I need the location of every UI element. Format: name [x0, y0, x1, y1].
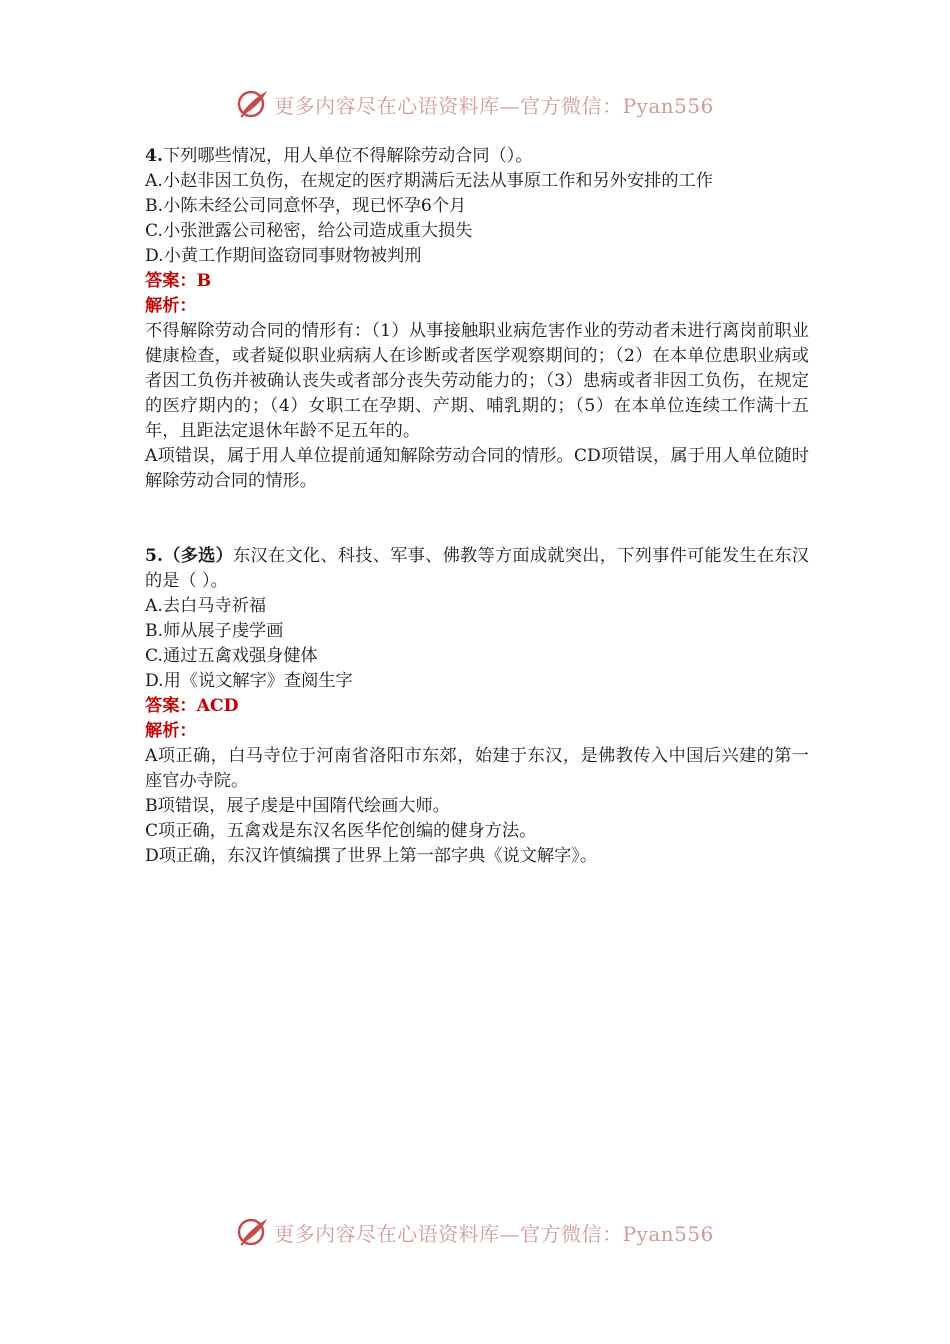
option-b: B.小陈未经公司同意怀孕，现已怀孕6个月 [145, 196, 467, 216]
header-watermark [0, 82, 950, 126]
option-a: A.小赵非因工负伤，在规定的医疗期满后无法从事原工作和另外安排的工作 [145, 171, 713, 191]
header-text: 更多内容尽在心语资料库—官方微信：Pyan556 [274, 93, 714, 118]
option-b: B.师从展子虔学画 [145, 621, 284, 641]
quill-logo-icon [236, 1215, 270, 1249]
analysis-label: 解析： [145, 296, 197, 316]
document-body [145, 144, 809, 869]
question-5-stem [145, 544, 809, 594]
answer-label: 答案：B [145, 271, 212, 291]
footer-text: 更多内容尽在心语资料库—官方微信：Pyan556 [274, 1221, 714, 1246]
option-d: D.用《说文解字》查阅生字 [145, 671, 353, 691]
analysis-paragraph: A项错误，属于用人单位提前通知解除劳动合同的情形。CD项错误，属于用人单位随时解除劳动合同的情形。 [145, 446, 809, 491]
option-d: D.小黄工作期间盗窃同事财物被判刑 [145, 246, 422, 266]
option-c: C.小张泄露公司秘密，给公司造成重大损失 [145, 221, 473, 241]
quill-logo-icon [236, 87, 270, 121]
question-stem: 下列哪些情况，用人单位不得解除劳动合同（）。 [162, 146, 533, 166]
question-4-stem [145, 144, 809, 169]
analysis-paragraph: 不得解除劳动合同的情形有：（1）从事接触职业病危害作业的劳动者未进行离岗前职业健康检查，或者疑似职业病病人在诊断或者医学观察期间的；（2）在本单位患职业病或者因工负伤并被确认丧失或者部分丧失劳动能力的；（3）患病或者非因工负伤，在规定的医疗期内的；（4）女职工在孕期、产期、哺乳期的；（5）在本单位连续工作满十五年，且距法定退休年龄不足五年的。 [145, 321, 809, 441]
analysis-paragraph: C项正确，五禽戏是东汉名医华佗创编的健身方法。 [145, 821, 537, 841]
analysis-paragraph: B项错误，展子虔是中国隋代绘画大师。 [145, 796, 450, 816]
analysis-paragraph: D项正确，东汉许慎编撰了世界上第一部字典《说文解字》。 [145, 846, 598, 866]
footer-watermark [0, 1210, 950, 1254]
option-a: A.去白马寺祈福 [145, 596, 267, 616]
option-c: C.通过五禽戏强身健体 [145, 646, 318, 666]
analysis-label: 解析： [145, 721, 197, 741]
question-stem: 东汉在文化、科技、军事、佛教等方面成就突出，下列事件可能发生在东汉的是（ ）。 [145, 546, 809, 591]
question-number: 4. [145, 146, 163, 166]
question-number: 5.（多选） [145, 546, 234, 566]
answer-label: 答案：ACD [145, 696, 239, 716]
analysis-paragraph: A项正确，白马寺位于河南省洛阳市东郊，始建于东汉，是佛教传入中国后兴建的第一座官办寺院。 [145, 746, 809, 791]
